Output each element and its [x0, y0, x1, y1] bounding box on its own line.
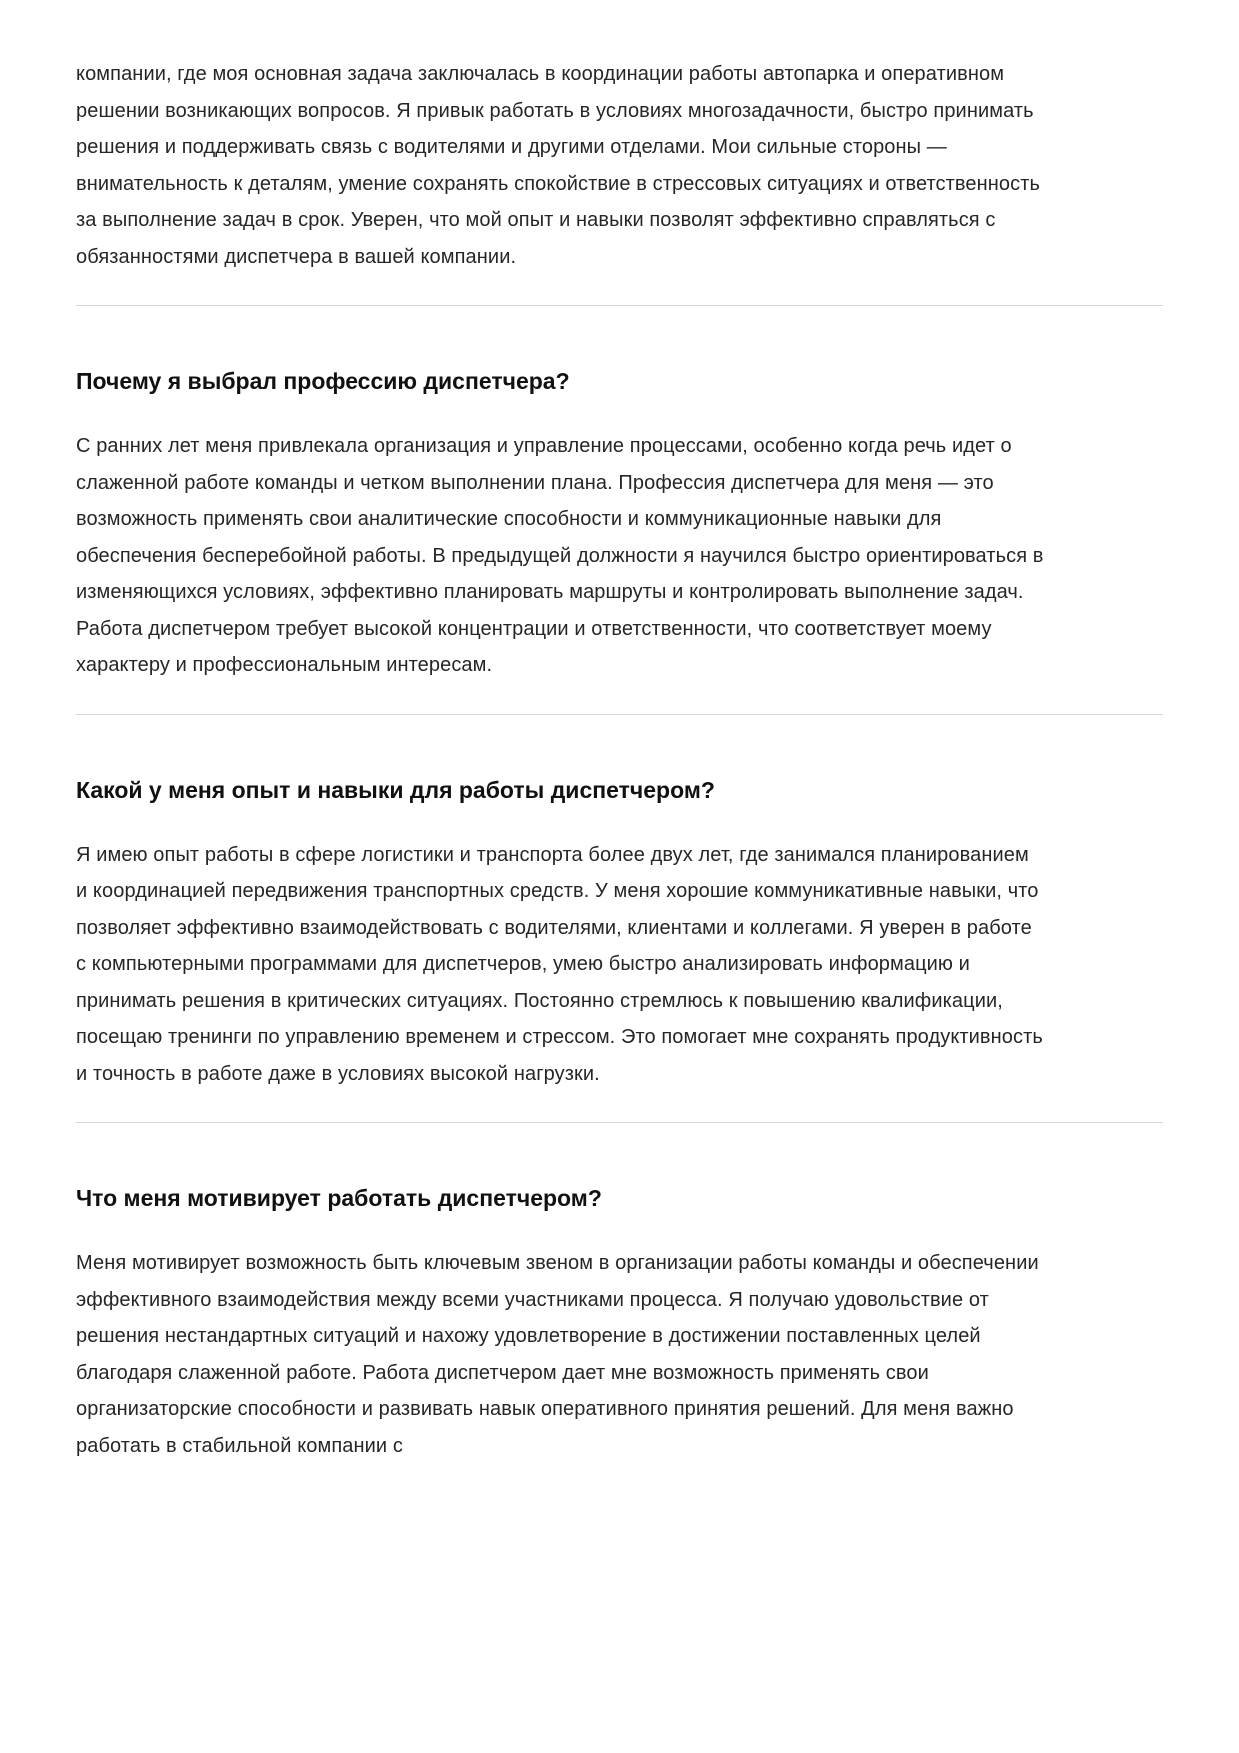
section-paragraph: С ранних лет меня привлекала организация и управление процессами, особенно когда речь идет о слаженной работе команды и четком выполнении плана. Профессия диспетчера для меня — это возможность применять свои аналитические способности и коммуникационные навыки для обеспечения бесперебойной работы. В предыдущей должности я научился быстро ориентироваться в изменяющихся условиях, эффективно планировать маршруты и контролировать выполнение задач. Работа диспетчером требует высокой концентрации и ответственности, что соответствует моему характеру и профессиональным интересам. — [76, 435, 1044, 676]
section-why-dispatcher — [76, 366, 1163, 684]
intro-section — [76, 56, 1163, 275]
section-divider — [76, 305, 1163, 306]
section-divider — [76, 714, 1163, 715]
section-heading: Что меня мотивирует работать диспетчером? — [76, 1185, 602, 1211]
section-experience-skills — [76, 775, 1163, 1093]
section-paragraph: Меня мотивирует возможность быть ключевым звеном в организации работы команды и обеспечении эффективного взаимодействия между всеми участниками процесса. Я получаю удовольствие от решения нестандартных ситуаций и нахожу удовлетворение в достижении поставленных целей благодаря слаженной работе. Работа диспетчером дает мне возможность применять свои организаторские способности и развивать навык оперативного принятия решений. Для меня важно работать в стабильной компании с — [76, 1252, 1039, 1457]
intro-paragraph: компании, где моя основная задача заключалась в координации работы автопарка и оперативном решении возникающих вопросов. Я привык работать в условиях многозадачности, быстро принимать решения и поддерживать связь с водителями и другими отделами. Мои сильные стороны — внимательность к деталям, умение сохранять спокойствие в стрессовых ситуациях и ответственность за выполнение задач в срок. Уверен, что мой опыт и навыки позволят эффективно справляться с обязанностями диспетчера в вашей компании. — [76, 63, 1041, 268]
section-motivation — [76, 1183, 1163, 1464]
section-heading: Почему я выбрал профессию диспетчера? — [76, 368, 570, 394]
section-paragraph: Я имею опыт работы в сфере логистики и транспорта более двух лет, где занимался планированием и координацией передвижения транспортных средств. У меня хорошие коммуникативные навыки, что позволяет эффективно взаимодействовать с водителями, клиентами и коллегами. Я уверен в работе с компьютерными программами для диспетчеров, умею быстро анализировать информацию и принимать решения в критических ситуациях. Постоянно стремлюсь к повышению квалификации, посещаю тренинги по управлению временем и стрессом. Это помогает мне сохранять продуктивность и точность в работе даже в условиях высокой нагрузки. — [76, 843, 1043, 1085]
section-divider — [76, 1122, 1163, 1123]
section-heading: Какой у меня опыт и навыки для работы диспетчером? — [76, 776, 715, 803]
